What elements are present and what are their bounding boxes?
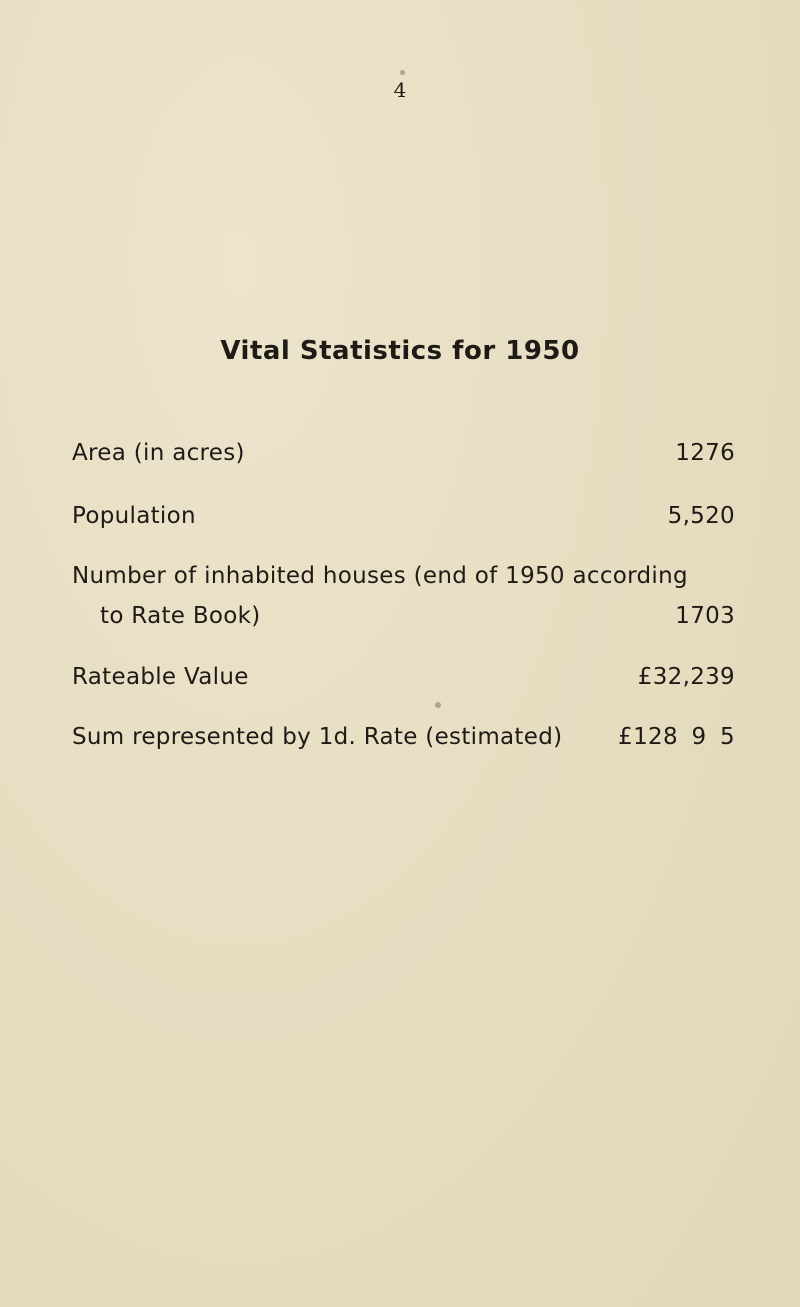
stat-value: 1703 (675, 603, 735, 629)
stat-label: to Rate Book) (100, 603, 261, 629)
stat-row-population (72, 503, 735, 537)
stat-row-houses-line1 (72, 563, 735, 597)
paper-speck (400, 70, 405, 75)
page-number: 4 (393, 78, 407, 102)
stat-label: Rateable Value (72, 664, 249, 690)
stat-value: £32,239 (637, 664, 735, 690)
stat-row-rateable-value (72, 664, 735, 698)
stat-value: £128 9 5 (618, 724, 735, 750)
stat-label: Area (in acres) (72, 440, 245, 466)
stat-label: Number of inhabited houses (end of 1950 according (72, 563, 688, 589)
stat-value: 1276 (675, 440, 735, 466)
stat-row-houses-line2 (72, 603, 735, 637)
stat-value: 5,520 (667, 503, 735, 529)
stat-label: Sum represented by 1d. Rate (estimated) (72, 724, 563, 750)
stat-row-penny-rate (72, 724, 735, 758)
paper-speck (435, 702, 441, 708)
page-title: Vital Statistics for 1950 (220, 336, 580, 366)
stat-row-area (72, 440, 735, 474)
stat-label: Population (72, 503, 196, 529)
